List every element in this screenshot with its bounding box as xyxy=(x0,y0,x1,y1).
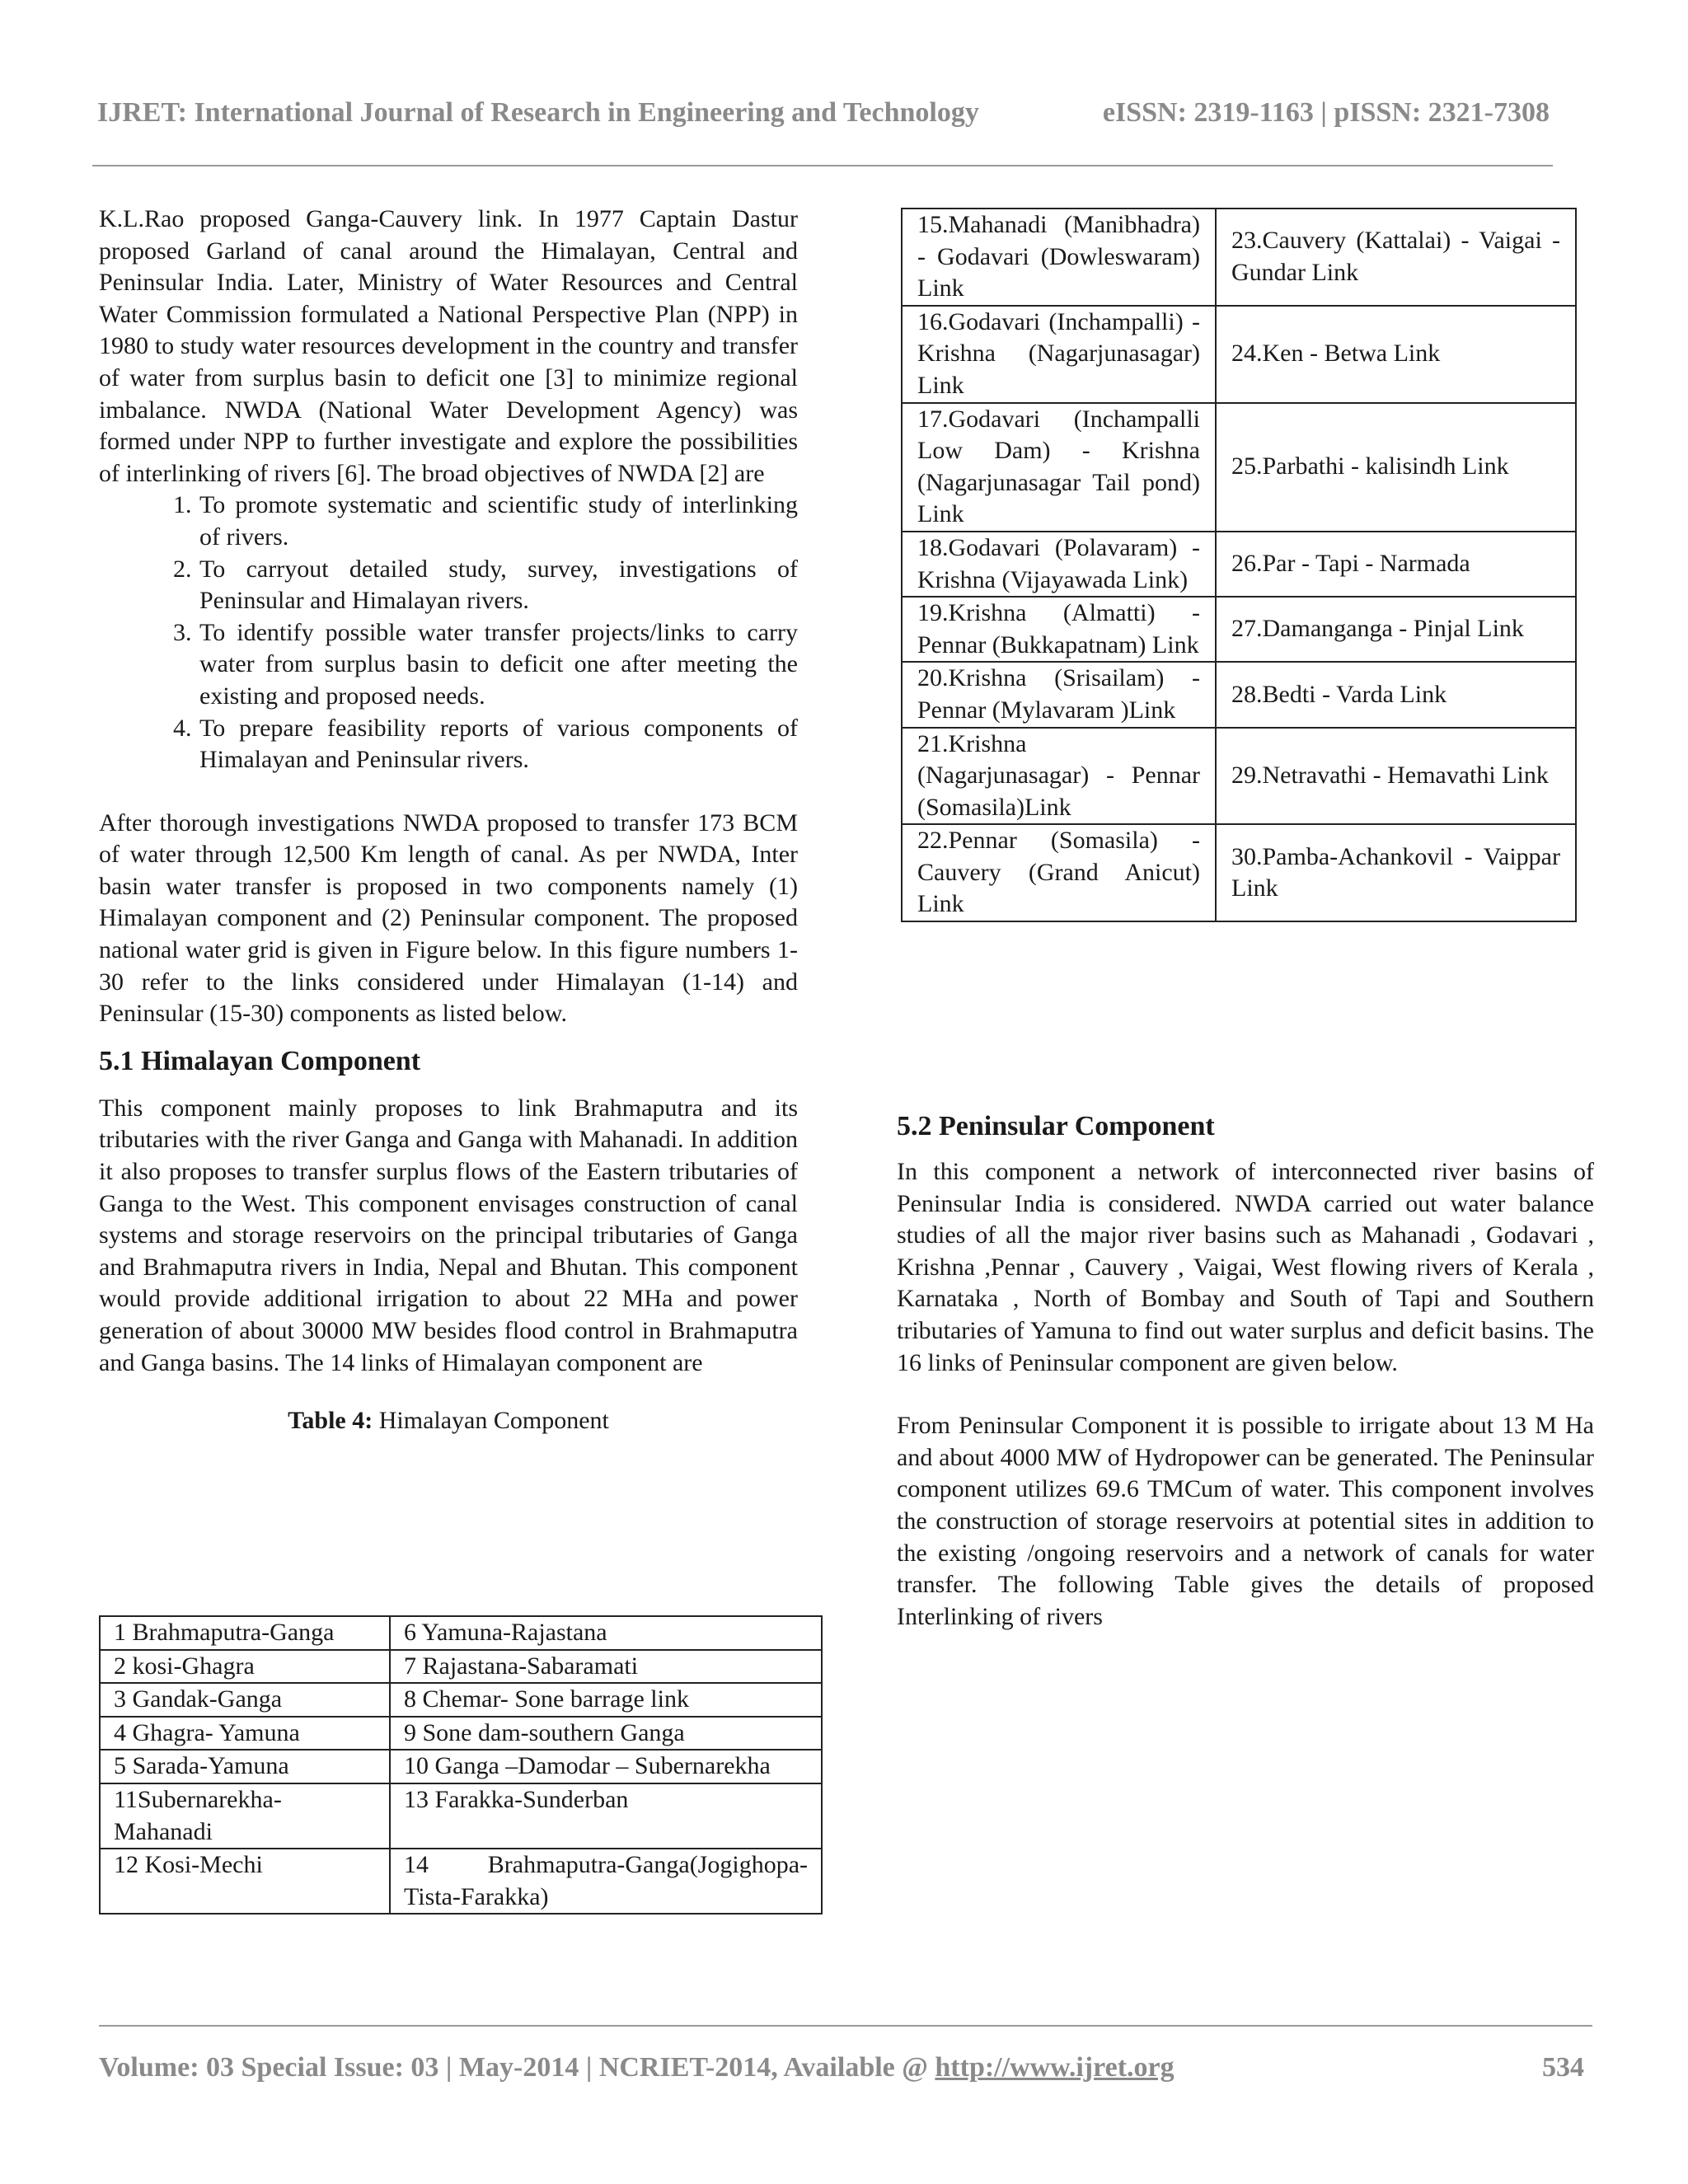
table-cell: 10 Ganga –Damodar – Subernarekha xyxy=(390,1750,822,1783)
running-header xyxy=(97,97,1550,129)
page-number: 534 xyxy=(1542,2052,1584,2083)
table-row xyxy=(902,532,1576,597)
table-cell: 30.Pamba-Achankovil - Vaippar Link xyxy=(1216,824,1576,921)
table-row xyxy=(100,1750,822,1783)
table-caption-label: Table 4: xyxy=(288,1407,373,1435)
objective-item: 3. To identify possible water transfer projects/links to carry water from surplus basin to deficit one after meeting the existing and proposed needs. xyxy=(198,617,798,713)
section-heading-himalayan: 5.1 Himalayan Component xyxy=(99,1045,421,1076)
table-row xyxy=(100,1683,822,1717)
table-cell: 22.Pennar (Somasila) - Cauvery (Grand Anicut) Link xyxy=(902,824,1216,921)
table-row xyxy=(902,728,1576,825)
table-cell: 25.Parbathi - kalisindh Link xyxy=(1216,403,1576,532)
header-rule xyxy=(92,165,1553,166)
table-cell: 5 Sarada-Yamuna xyxy=(100,1750,390,1783)
table-row xyxy=(902,597,1576,662)
table-row xyxy=(100,1783,822,1849)
table-cell: 8 Chemar- Sone barrage link xyxy=(390,1683,822,1717)
objectives-list xyxy=(99,490,798,776)
table-row xyxy=(902,209,1576,306)
table-cell: 14 Brahmaputra-Ganga(Jogighopa-Tista-Farakka) xyxy=(390,1849,822,1914)
table-row xyxy=(902,662,1576,727)
table-cell: 27.Damanganga - Pinjal Link xyxy=(1216,597,1576,662)
peninsular-table xyxy=(901,208,1577,922)
table-cell: 23.Cauvery (Kattalai) - Vaigai - Gundar Link xyxy=(1216,209,1576,306)
table-cell: 19.Krishna (Almatti) - Pennar (Bukkapatnam) Link xyxy=(902,597,1216,662)
table-cell: 28.Bedti - Varda Link xyxy=(1216,662,1576,727)
table-cell: 24.Ken - Betwa Link xyxy=(1216,306,1576,403)
table-row xyxy=(902,824,1576,921)
intro-paragraph: K.L.Rao proposed Ganga-Cauvery link. In 1977 Captain Dastur proposed Garland of canal around the Himalayan, Central and Peninsular India. Later, Ministry of Water Resources and Central Water Commission formulated a National Perspective Plan (NPP) in 1980 to study water resources development in the country and transfer of water from surplus basin to deficit one [3] to minimize regional imbalance. NWDA (National Water Development Agency) was formed under NPP to further investigate and explore the possibilities of interlinking of rivers [6]. The broad objectives of NWDA [2] are xyxy=(99,205,798,487)
table-row xyxy=(902,403,1576,532)
issn-info: eISSN: 2319-1163 | pISSN: 2321-7308 xyxy=(1102,97,1550,128)
peninsular-paragraph: From Peninsular Component it is possible to irrigate about 13 M Ha and about 4000 MW of Hydropower can be generated. The Peninsular component utilizes 69.6 TMCum of water. This component involves the construction of storage reservoirs at potential sites in addition to the existing /ongoing reservoirs and a network of canals for water transfer. The following Table gives the details of proposed Interlinking of rivers xyxy=(897,1412,1594,1630)
citation-text: Volume: 03 Special Issue: 03 | May-2014 | NCRIET-2014, Available @ xyxy=(99,2052,935,2083)
table-row xyxy=(902,306,1576,403)
table-cell: 9 Sone dam-southern Ganga xyxy=(390,1717,822,1750)
footer-citation xyxy=(99,2052,1175,2083)
table-row xyxy=(100,1650,822,1684)
table-row xyxy=(100,1717,822,1750)
table-cell: 2 kosi-Ghagra xyxy=(100,1650,390,1684)
table-cell: 16.Godavari (Inchampalli) - Krishna (Nagarjunasagar) Link xyxy=(902,306,1216,403)
running-footer xyxy=(99,2052,1584,2083)
right-column xyxy=(897,1110,1594,1633)
table-row xyxy=(100,1849,822,1914)
objective-item: 4. To prepare feasibility reports of various components of Himalayan and Peninsular rivers. xyxy=(198,713,798,776)
left-column xyxy=(99,204,798,1462)
section-heading-peninsular: 5.2 Peninsular Component xyxy=(897,1111,1215,1141)
investigation-paragraph: After thorough investigations NWDA proposed to transfer 173 BCM of water through 12,500 Km length of canal. As per NWDA, Inter basin water transfer is proposed in two components namely (1) Himalayan component and (2) Peninsular component. The proposed national water grid is given in Figure below. In this figure numbers 1-30 refer to the links considered under Himalayan (1-14) and Peninsular (15-30) components as listed below. xyxy=(99,808,798,1028)
objective-item: 1. To promote systematic and scientific study of interlinking of rivers. xyxy=(198,490,798,553)
table-cell: 11Subernarekha-Mahanadi xyxy=(100,1783,390,1849)
table-cell: 12 Kosi-Mechi xyxy=(100,1849,390,1914)
table-cell: 21.Krishna (Nagarjunasagar) - Pennar (Somasila)Link xyxy=(902,728,1216,825)
table-cell: 1 Brahmaputra-Ganga xyxy=(100,1616,390,1650)
table-caption xyxy=(99,1405,798,1437)
journal-name: IJRET: International Journal of Research in Engineering and Technology xyxy=(97,97,979,128)
footer-rule xyxy=(99,2025,1592,2027)
table-cell: 7 Rajastana-Sabaramati xyxy=(390,1650,822,1684)
table-cell: 6 Yamuna-Rajastana xyxy=(390,1616,822,1650)
table-cell: 29.Netravathi - Hemavathi Link xyxy=(1216,728,1576,825)
himalayan-paragraph: This component mainly proposes to link Brahmaputra and its tributaries with the river Ganga and Ganga with Mahanadi. In addition it also proposes to transfer surplus flows of the Eastern tributaries of Ganga to the West. This component envisages construction of canal systems and storage reservoirs on the principal tributaries of Ganga and Brahmaputra rivers in India, Nepal and Bhutan. This component would provide additional irrigation to about 22 MHa and power generation of about 30000 MW besides flood control in Brahmaputra and Ganga basins. The 14 links of Himalayan component are xyxy=(99,1094,798,1376)
table-cell: 20.Krishna (Srisailam) - Pennar (Mylavaram )Link xyxy=(902,662,1216,727)
journal-link[interactable]: http://www.ijret.org xyxy=(935,2052,1175,2083)
table-cell: 18.Godavari (Polavaram) - Krishna (Vijayawada Link) xyxy=(902,532,1216,597)
table-cell: 13 Farakka-Sunderban xyxy=(390,1783,822,1849)
himalayan-table xyxy=(99,1615,823,1915)
objective-item: 2. To carryout detailed study, survey, investigations of Peninsular and Himalayan rivers. xyxy=(198,554,798,617)
peninsular-intro-paragraph: In this component a network of interconnected river basins of Peninsular India is considered. NWDA carried out water balance studies of all the major river basins such as Mahanadi , Godavari , Krishna ,Pennar , Cauvery , Vaigai, West flowing rivers of Kerala , Karnataka , North of Bombay and South of Tapi and Southern tributaries of Yamuna to find out water surplus and deficit basins. The 16 links of Peninsular component are given below. xyxy=(897,1158,1594,1376)
table-cell: 4 Ghagra- Yamuna xyxy=(100,1717,390,1750)
table-row xyxy=(100,1616,822,1650)
table-caption-text: Himalayan Component xyxy=(373,1407,609,1435)
table-cell: 26.Par - Tapi - Narmada xyxy=(1216,532,1576,597)
table-cell: 15.Mahanadi (Manibhadra) - Godavari (Dowleswaram) Link xyxy=(902,209,1216,306)
table-cell: 17.Godavari (Inchampalli Low Dam) - Krishna (Nagarjunasagar Tail pond) Link xyxy=(902,403,1216,532)
table-cell: 3 Gandak-Ganga xyxy=(100,1683,390,1717)
